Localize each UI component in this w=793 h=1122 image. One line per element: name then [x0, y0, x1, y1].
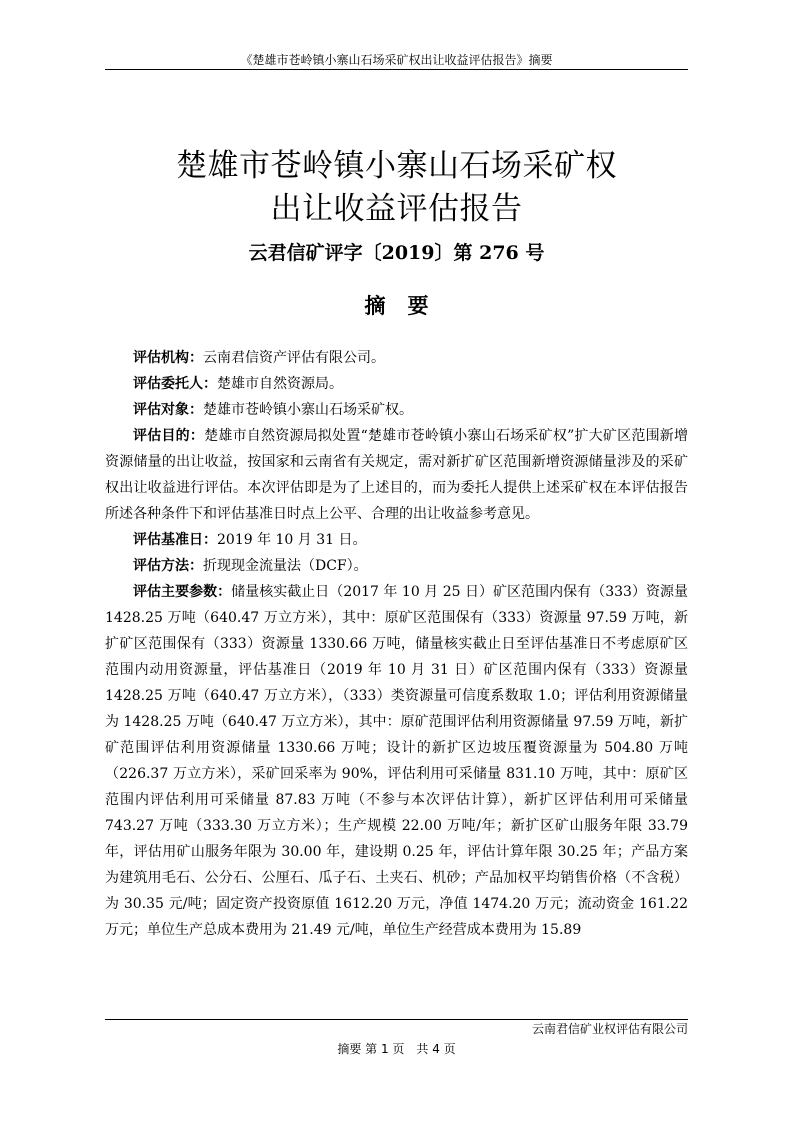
header-divider — [105, 69, 688, 70]
running-header: 《楚雄市苍岭镇小寨山石场采矿权出让收益评估报告》摘要 — [240, 53, 553, 67]
item-text: 楚雄市自然资源局。 — [217, 376, 343, 392]
item-label: 评估机构： — [133, 350, 203, 366]
document-number: 云君信矿评字〔2019〕第 276 号 — [248, 242, 545, 264]
item-text: 云南君信资产评估有限公司。 — [203, 350, 385, 366]
footer-organization: 云南君信矿业权评估有限公司 — [531, 1022, 688, 1036]
section-title: 摘要 — [364, 293, 451, 318]
item-label: 评估目的： — [133, 428, 205, 444]
item-text: 2019 年 10 月 31 日。 — [217, 532, 367, 548]
item-label: 评估主要参数： — [133, 584, 232, 600]
item-appraisal-purpose — [105, 423, 688, 527]
page-number: 摘要 第 1 页 共 4 页 — [337, 1042, 456, 1056]
item-text: 折现现金流量法（DCF）。 — [203, 558, 368, 574]
item-label: 评估方法： — [133, 558, 203, 574]
item-appraisal-method — [105, 553, 688, 579]
summary-body — [105, 345, 688, 943]
item-base-date — [105, 527, 688, 553]
item-text: 楚雄市苍岭镇小寨山石场采矿权。 — [203, 402, 413, 418]
item-label: 评估基准日： — [133, 532, 217, 548]
item-client — [105, 371, 688, 397]
item-main-parameters — [105, 579, 688, 943]
item-appraisal-object — [105, 397, 688, 423]
item-text: 储量核实截止日（2017 年 10 月 25 日）矿区范围内保有（333）资源量 1428.25 万吨（640.47 万立方米），其中：原矿区范围保有（333）资源量 97.59 万吨，新扩矿区范围保有（333）资源量 1330.66 万吨，储量核实截止日至评估基准日不考虑原矿区范围内动用资源量，评估基准日（2019 年 10 月 31 日）矿区范围内保有（333）资源量 1428.25 万吨（640.47 万立方米），（333）类资源量可信度系数取 1.0；评估利用资源储量为 1428.25 万吨（640.47 万立方米），其中：原矿范围评估利用资源储量 97.59 万吨，新扩矿范围评估利用资源储量 1330.66 万吨；设计的新扩区边坡压覆资源量为 504.80 万吨（226.37 万立方米），采矿回采率为 90%，评估利用可采储量 831.10 万吨，其中：原矿区范围内评估利用可采储量 87.83 万吨（不参与本次评估计算），新扩区评估利用可采储量 743.27 万吨（333.30 万立方米）；生产规模 22.00 万吨/年；新扩区矿山服务年限 33.79 年，评估用矿山服务年限为 30.00 年，建设期 0.25 年，评估计算年限 30.25 年；产品方案为建筑用毛石、公分石、公厘石、瓜子石、土夹石、机砂；产品加权平均销售价格（不含税）为 30.35 元/吨；固定资产投资原值 1612.20 万元，净值 1474.20 万元；流动资金 161.22 万元；单位生产总成本费用为 21.49 元/吨，单位生产经营成本费用为 15.89 — [105, 584, 689, 938]
report-title-line-2: 出让收益评估报告 — [270, 191, 523, 227]
item-appraisal-agency — [105, 345, 688, 371]
item-text: 楚雄市自然资源局拟处置“楚雄市苍岭镇小寨山石场采矿权”扩大矿区范围新增资源储量的出让收益，按国家和云南省有关规定，需对新扩矿区范围新增资源储量涉及的采矿权出让收益进行评估。本次评估即是为了上述目的，而为委托人提供上述采矿权在本评估报告所述各种条件下和评估基准日时点上公平、合理的出让收益参考意见。 — [105, 428, 689, 522]
report-title-line-1: 楚雄市苍岭镇小寨山石场采矿权 — [176, 148, 617, 184]
item-label: 评估委托人： — [133, 376, 217, 392]
item-label: 评估对象： — [133, 402, 203, 418]
